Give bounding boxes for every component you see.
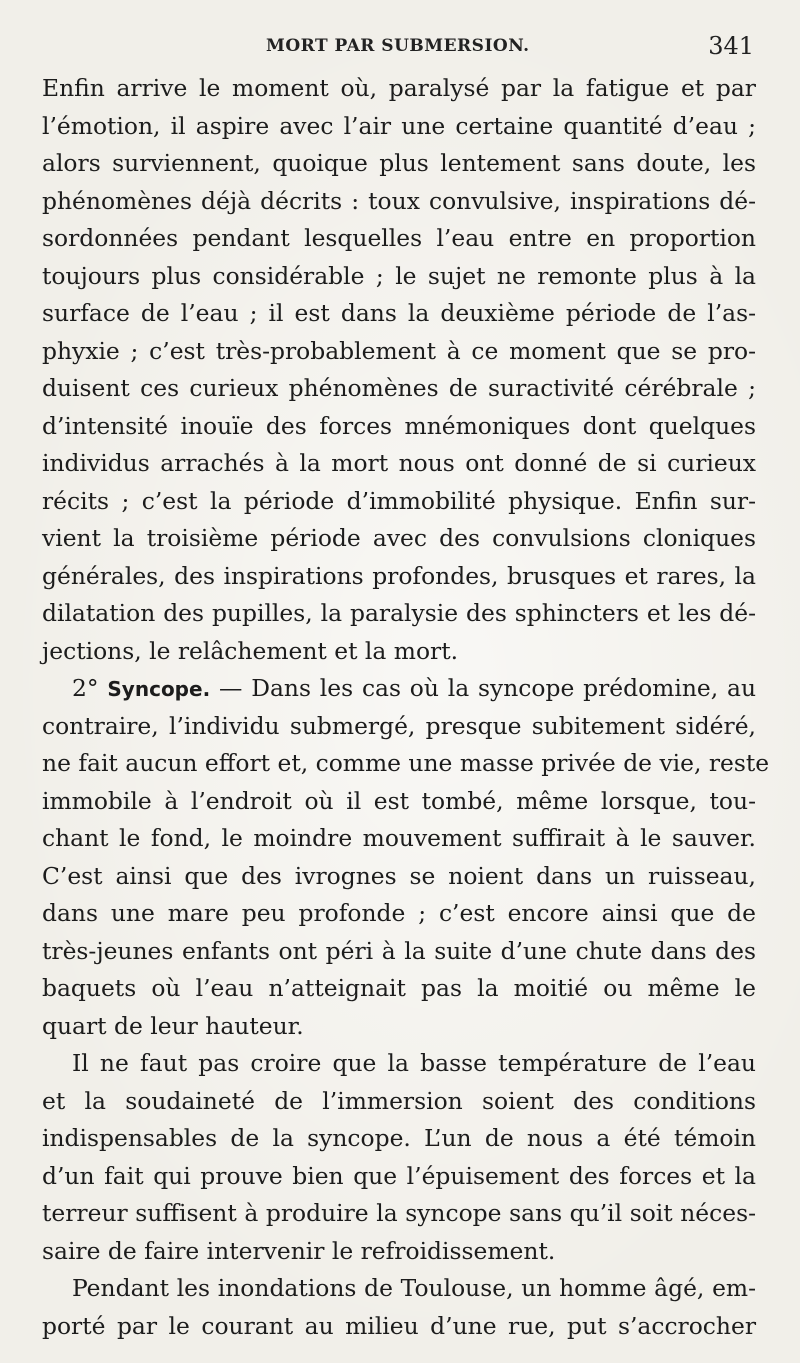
text-fragment: — Dans les cas où la syncope prédomine, au xyxy=(219,674,757,702)
text-line: contraire, l’individu submergé, presque subitement sidéré, xyxy=(42,711,756,740)
text-line: phénomènes déjà décrits : toux convulsive, inspirations dé- xyxy=(42,186,756,215)
text-line: C’est ainsi que des ivrognes se noient dans un ruisseau, xyxy=(42,861,756,890)
text-line: générales, des inspirations profondes, brusques et rares, la xyxy=(42,561,756,590)
paragraph-1 xyxy=(42,70,756,670)
text-line: Enfin arrive le moment où, paralysé par la fatigue et par xyxy=(42,74,756,102)
text-line: dans une mare peu profonde ; c’est encore ainsi que de xyxy=(42,899,756,927)
text-line: saire de faire intervenir le refroidissement. xyxy=(42,1236,556,1265)
text-line: jections, le relâchement et la mort. xyxy=(42,636,459,665)
text-line: surface de l’eau ; il est dans la deuxième période de l’as- xyxy=(42,299,756,327)
text-line: baquets où l’eau n’atteignait pas la moitié ou même le xyxy=(42,974,756,1002)
text-line: d’intensité inouïe des forces mnémoniques dont quelques xyxy=(42,411,756,440)
text-line: indispensables de la syncope. L’un de nous a été témoin xyxy=(42,1124,756,1152)
text-line: l’émotion, il aspire avec l’air une certaine quantité d’eau ; xyxy=(42,111,756,140)
text-line: chant le fond, le moindre mouvement suffirait à le sauver. xyxy=(42,824,756,852)
text-line: vient la troisième période avec des convulsions cloniques xyxy=(42,524,756,552)
paragraph-2 xyxy=(42,670,770,1045)
text-line: phyxie ; c’est très-probablement à ce moment que se pro- xyxy=(42,336,756,365)
text-line: porté par le courant au milieu d’une rue, put s’accrocher xyxy=(42,1311,756,1340)
text-line: alors surviennent, quoique plus lentement sans doute, les xyxy=(42,149,756,177)
text-line-with-heading xyxy=(42,670,756,708)
running-head: MORT PAR SUBMERSION. xyxy=(266,36,530,56)
body-text xyxy=(42,70,770,1345)
paragraph-3 xyxy=(42,1045,756,1270)
page-header xyxy=(36,30,756,64)
page-number: 341 xyxy=(708,32,754,60)
text-line: et la soudaineté de l’immersion soient des conditions xyxy=(42,1086,756,1115)
text-line: Il ne faut pas croire que la basse température de l’eau xyxy=(72,1049,756,1077)
text-line: récits ; c’est la période d’immobilité physique. Enfin sur- xyxy=(42,486,756,515)
text-line: individus arrachés à la mort nous ont donné de si curieux xyxy=(42,449,756,477)
text-line: immobile à l’endroit où il est tombé, même lorsque, tou- xyxy=(42,786,756,815)
text-line: Pendant les inondations de Toulouse, un homme âgé, em- xyxy=(72,1274,756,1302)
text-line: dilatation des pupilles, la paralysie des sphincters et les dé- xyxy=(42,599,756,627)
paragraph-4 xyxy=(42,1270,756,1345)
text-line: terreur suffisent à produire la syncope sans qu’il soit néces- xyxy=(42,1199,756,1227)
section-heading: Syncope. xyxy=(107,677,211,701)
text-line: ne fait aucun effort et, comme une masse privée de vie, reste xyxy=(42,749,770,777)
text-line: toujours plus considérable ; le sujet ne remonte plus à la xyxy=(42,261,756,290)
text-line: d’un fait qui prouve bien que l’épuisement des forces et la xyxy=(42,1161,756,1190)
text-line: duisent ces curieux phénomènes de suractivité cérébrale ; xyxy=(42,374,756,402)
text-line: très-jeunes enfants ont péri à la suite d’une chute dans des xyxy=(42,936,756,965)
section-number: 2° xyxy=(72,674,99,702)
text-line: sordonnées pendant lesquelles l’eau entre en proportion xyxy=(42,224,756,252)
text-line: quart de leur hauteur. xyxy=(42,1011,304,1040)
